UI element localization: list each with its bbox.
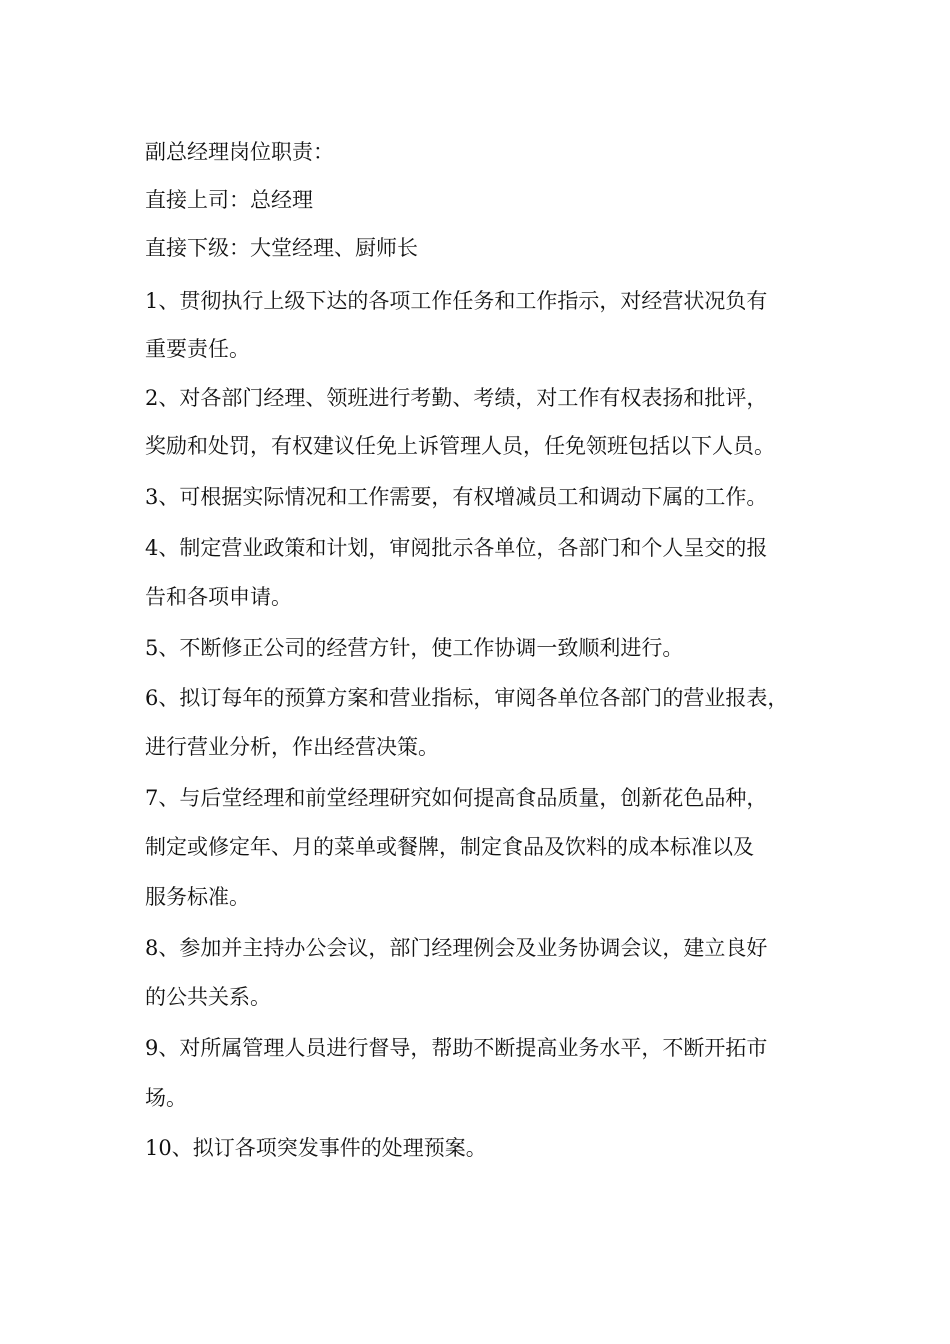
duty-line: 的公共关系。 — [145, 985, 271, 1009]
duty-line: 8、参加并主持办公会议，部门经理例会及业务协调会议，建立良好 — [145, 936, 768, 960]
duty-line: 奖励和处罚，有权建议任免上诉管理人员，任免领班包括以下人员。 — [145, 434, 775, 458]
subordinates-line: 直接下级：大堂经理、厨师长 — [145, 236, 418, 260]
duty-line: 9、对所属管理人员进行督导，帮助不断提高业务水平，不断开拓市 — [145, 1036, 768, 1060]
duty-line: 告和各项申请。 — [145, 585, 292, 609]
duty-line: 7、与后堂经理和前堂经理研究如何提高食品质量，创新花色品种， — [145, 786, 768, 810]
duty-line: 制定或修定年、月的菜单或餐牌，制定食品及饮料的成本标准以及 — [145, 835, 754, 859]
duty-line: 10、拟订各项突发事件的处理预案。 — [145, 1136, 487, 1160]
duty-line: 1、贯彻执行上级下达的各项工作任务和工作指示，对经营状况负有 — [145, 289, 768, 313]
supervisor-line: 直接上司：总经理 — [145, 188, 313, 212]
duty-line: 重要责任。 — [145, 337, 250, 361]
duty-line: 4、制定营业政策和计划，审阅批示各单位，各部门和个人呈交的报 — [145, 536, 768, 560]
duty-line: 5、不断修正公司的经营方针，使工作协调一致顺利进行。 — [145, 636, 684, 660]
duty-line: 2、对各部门经理、领班进行考勤、考绩，对工作有权表扬和批评， — [145, 386, 768, 410]
duty-line: 6、拟订每年的预算方案和营业指标，审阅各单位各部门的营业报表， — [145, 686, 789, 710]
duty-line: 服务标准。 — [145, 885, 250, 909]
duty-line: 场。 — [145, 1086, 187, 1110]
document-title: 副总经理岗位职责： — [145, 140, 334, 164]
duty-line: 3、可根据实际情况和工作需要，有权增减员工和调动下属的工作。 — [145, 485, 768, 509]
duty-line: 进行营业分析，作出经营决策。 — [145, 735, 439, 759]
